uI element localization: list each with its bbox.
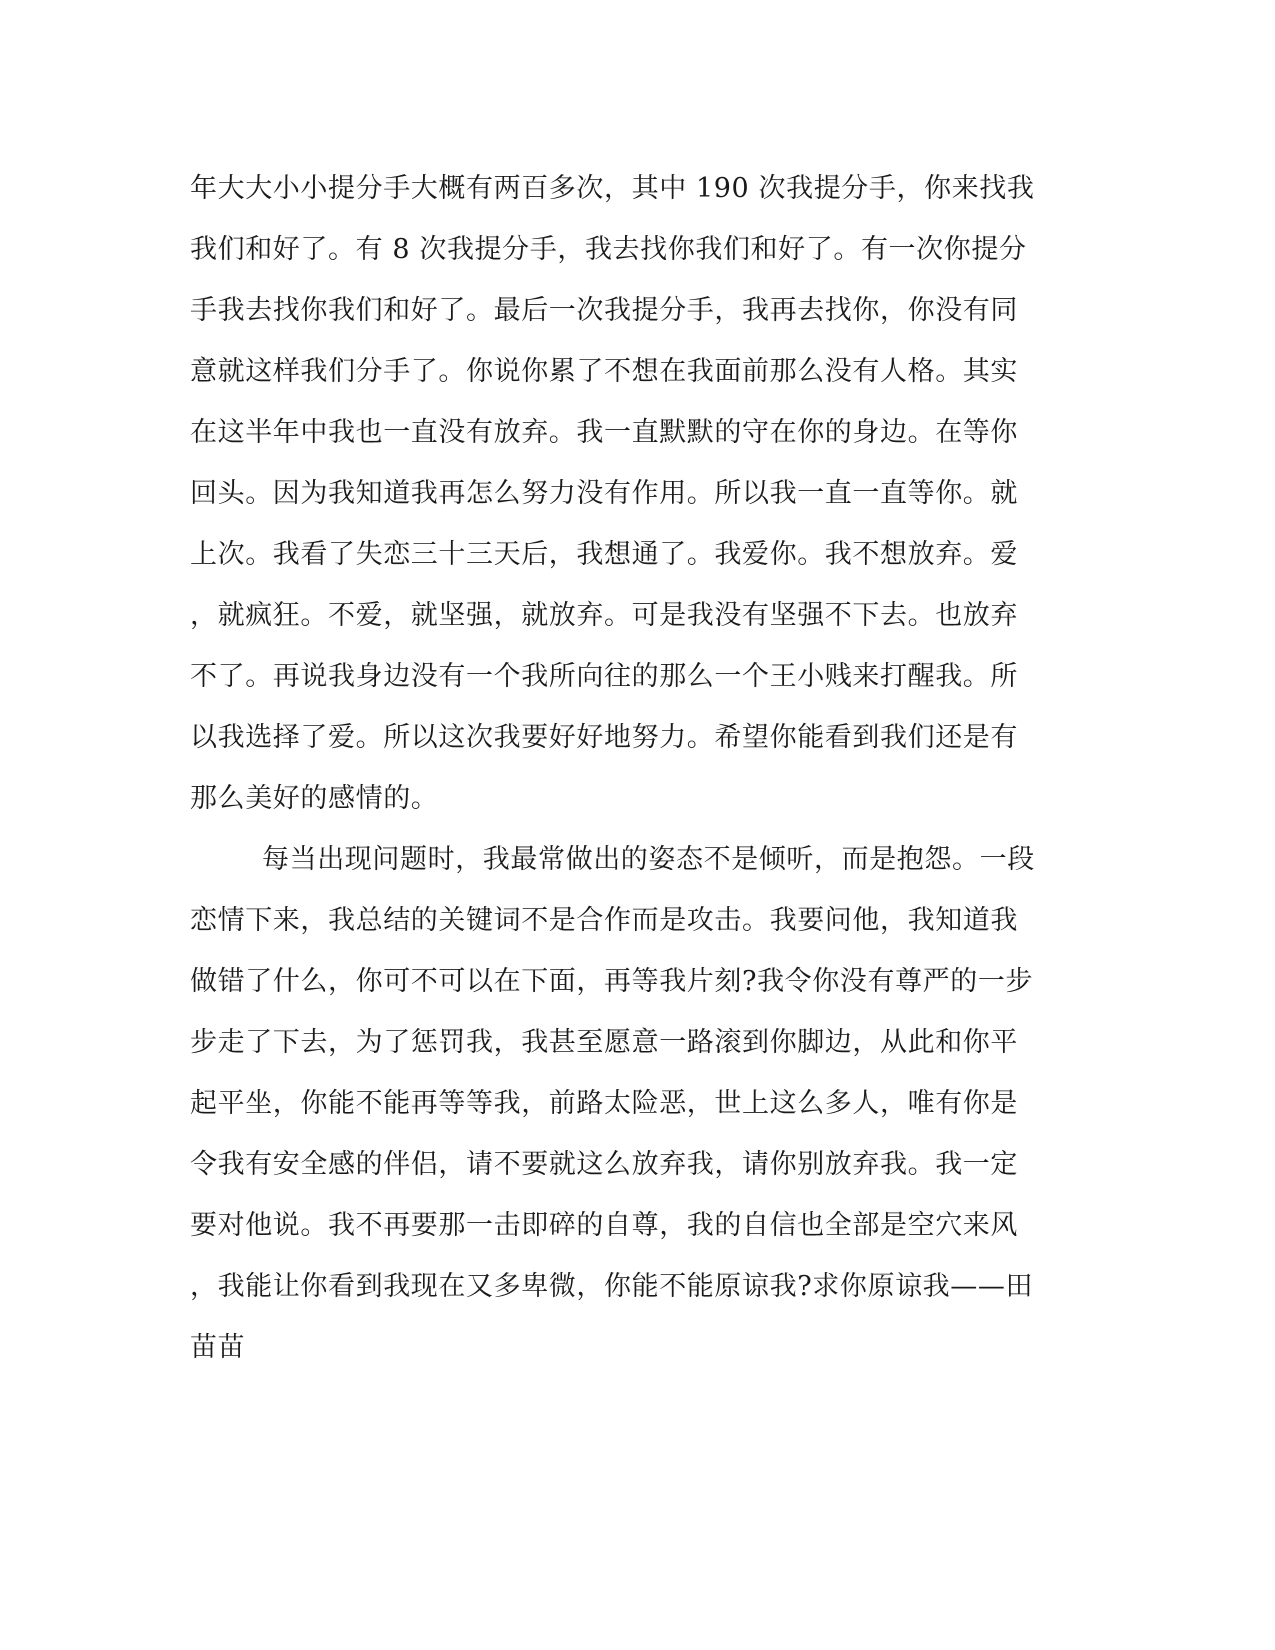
text-line: 起平坐，你能不能再等等我，前路太险恶，世上这么多人，唯有你是	[190, 1088, 1018, 1119]
text-line: 步走了下去，为了惩罚我，我甚至愿意一路滚到你脚边，从此和你平	[190, 1027, 1018, 1058]
text-line: 我们和好了。有 8 次我提分手，我去找你我们和好了。有一次你提分	[190, 234, 1027, 265]
text-line: 手我去找你我们和好了。最后一次我提分手，我再去找你，你没有同	[190, 295, 1018, 326]
paragraph-2	[190, 829, 1070, 1378]
text-line: 恋情下来，我总结的关键词不是合作而是攻击。我要问他，我知道我	[190, 905, 1018, 936]
text-line: 苗苗	[190, 1332, 246, 1363]
text-line: ，就疯狂。不爱，就坚强，就放弃。可是我没有坚强不下去。也放弃	[190, 600, 1018, 631]
text-line-indented: 每当出现问题时，我最常做出的姿态不是倾听，而是抱怨。一段	[262, 844, 1035, 875]
text-line: 令我有安全感的伴侣，请不要就这么放弃我，请你别放弃我。我一定	[190, 1149, 1018, 1180]
paragraph-1	[190, 158, 1070, 829]
text-line: 回头。因为我知道我再怎么努力没有作用。所以我一直一直等你。就	[190, 478, 1018, 509]
text-line: 要对他说。我不再要那一击即碎的自尊，我的自信也全部是空穴来风	[190, 1210, 1018, 1241]
text-line: 上次。我看了失恋三十三天后，我想通了。我爱你。我不想放弃。爱	[190, 539, 1018, 570]
text-line: 以我选择了爱。所以这次我要好好地努力。希望你能看到我们还是有	[190, 722, 1018, 753]
text-line: 那么美好的感情的。	[190, 783, 439, 814]
text-line: 在这半年中我也一直没有放弃。我一直默默的守在你的身边。在等你	[190, 417, 1018, 448]
text-line: 不了。再说我身边没有一个我所向往的那么一个王小贱来打醒我。所	[190, 661, 1018, 692]
document-body	[190, 158, 1070, 1378]
text-line: ，我能让你看到我现在又多卑微，你能不能原谅我?求你原谅我——田	[190, 1271, 1034, 1302]
text-line: 意就这样我们分手了。你说你累了不想在我面前那么没有人格。其实	[190, 356, 1018, 387]
text-line: 做错了什么，你可不可以在下面，再等我片刻?我令你没有尊严的一步	[190, 966, 1034, 997]
text-line: 年大大小小提分手大概有两百多次，其中 190 次我提分手，你来找我	[190, 173, 1035, 204]
